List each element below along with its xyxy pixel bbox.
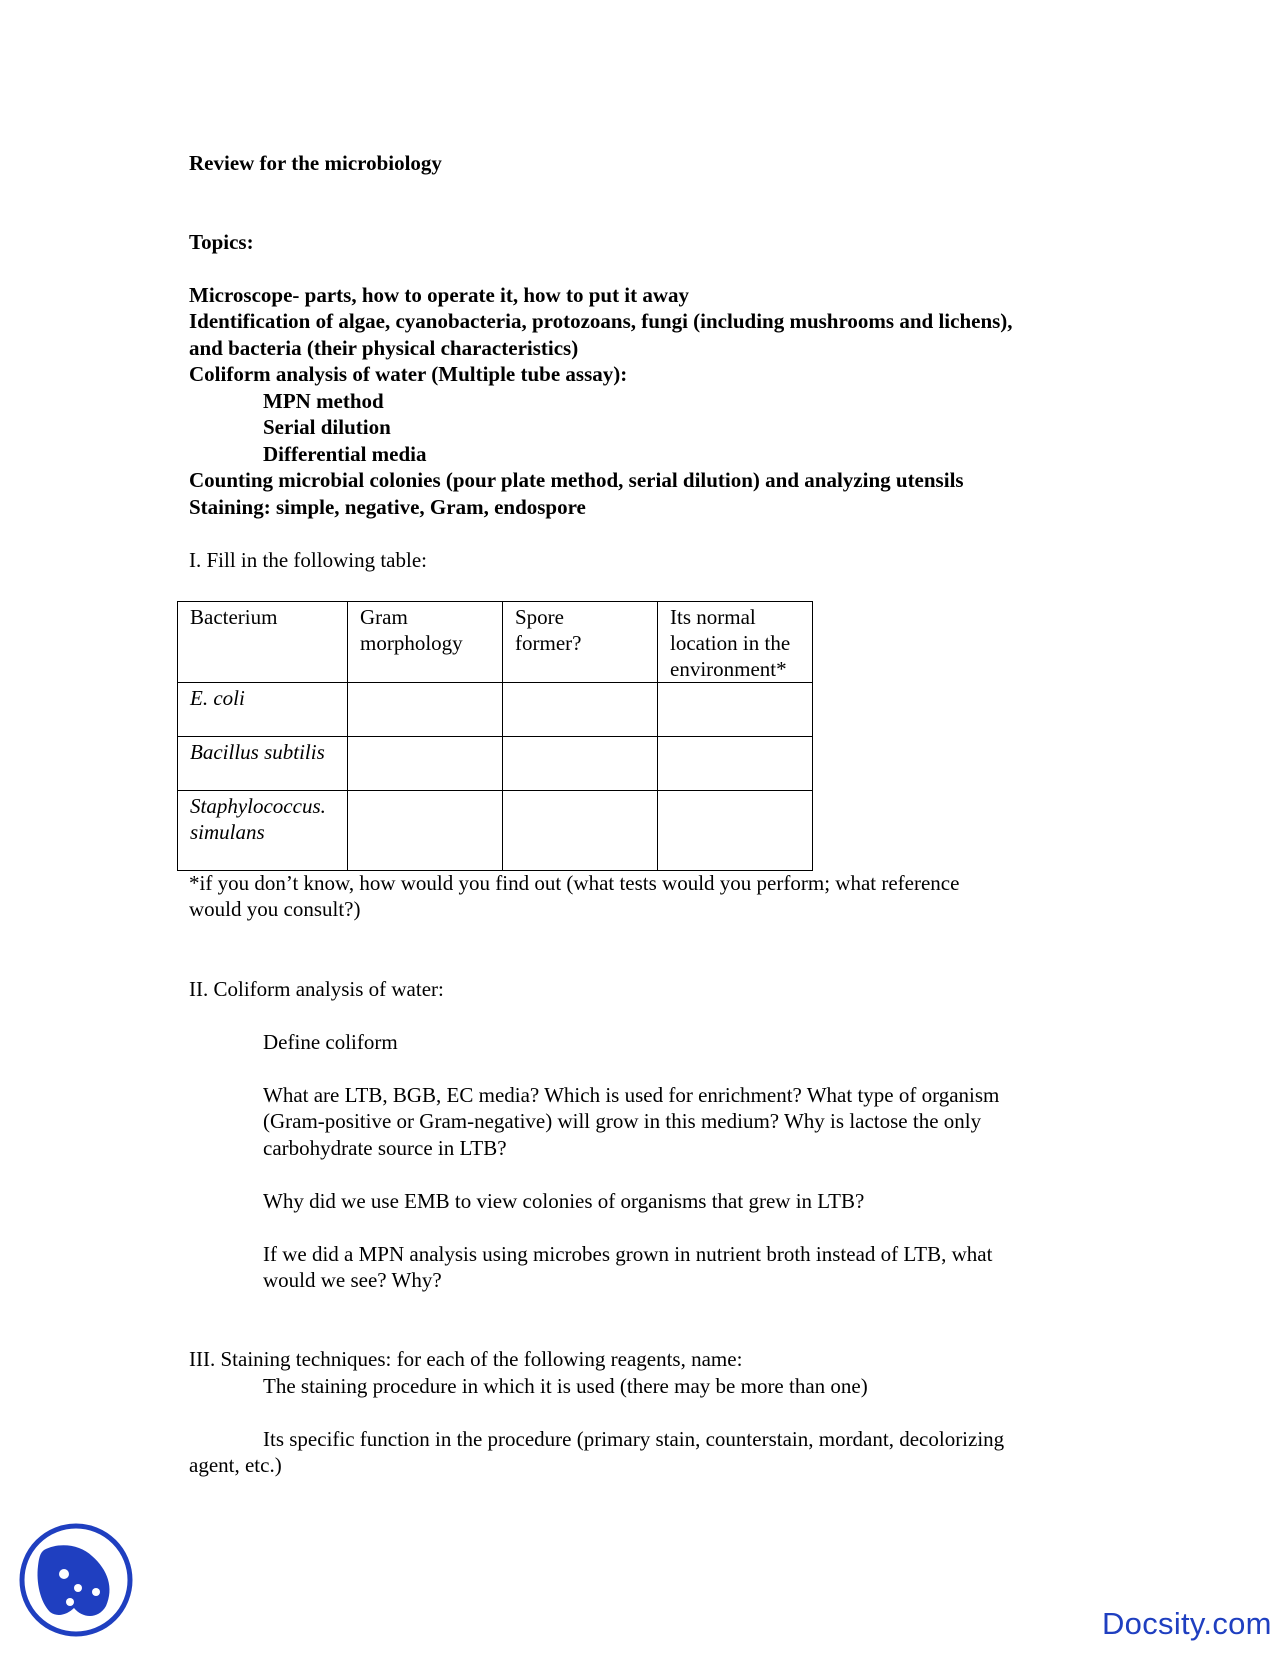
answer-cell: [658, 791, 813, 871]
table-row: [178, 683, 813, 737]
topic-subitem: Differential media: [263, 442, 427, 466]
topic-item: Identification of algae, cyanobacteria, protozoans, fungi (including mushrooms and lichens),: [189, 309, 1013, 333]
header-gram-morphology: Gram morphology: [348, 602, 503, 683]
question-text: What are LTB, BGB, EC media? Which is used for enrichment? What type of organism: [263, 1083, 1000, 1107]
docsity-logo-icon[interactable]: [18, 1522, 134, 1638]
question-text: would we see? Why?: [263, 1268, 442, 1292]
header-normal-location: Its normal location in the environment*: [658, 602, 813, 683]
section-3-line: The staining procedure in which it is used (there may be more than one): [263, 1374, 868, 1398]
bacterium-name: Staphylococcus. simulans: [178, 791, 348, 871]
answer-cell: [348, 791, 503, 871]
table-header-row: [178, 602, 813, 683]
answer-cell: [503, 737, 658, 791]
topic-item: Counting microbial colonies (pour plate method, serial dilution) and analyzing utensils: [189, 468, 964, 492]
section-3-heading: III. Staining techniques: for each of the following reagents, name:: [189, 1347, 743, 1371]
question-text: Define coliform: [263, 1030, 398, 1054]
docsity-brand-link[interactable]: Docsity.com: [1102, 1606, 1272, 1641]
answer-cell: [658, 737, 813, 791]
topics-heading: Topics:: [189, 230, 254, 254]
topic-item: Microscope- parts, how to operate it, how to put it away: [189, 283, 690, 307]
answer-cell: [348, 683, 503, 737]
question-text: If we did a MPN analysis using microbes grown in nutrient broth instead of LTB, what: [263, 1242, 993, 1266]
question-text: carbohydrate source in LTB?: [263, 1136, 507, 1160]
section-3-line: Its specific function in the procedure (primary stain, counterstain, mordant, decolorizing: [263, 1427, 1005, 1451]
answer-cell: [503, 683, 658, 737]
topic-item: Staining: simple, negative, Gram, endospore: [189, 495, 586, 519]
table-row: [178, 737, 813, 791]
header-spore-former: Spore former?: [503, 602, 658, 683]
document-title: Review for the microbiology: [189, 151, 442, 175]
bacterium-name: E. coli: [178, 683, 348, 737]
question-text: Why did we use EMB to view colonies of organisms that grew in LTB?: [263, 1189, 865, 1213]
topic-item: Coliform analysis of water (Multiple tube assay):: [189, 362, 628, 386]
section-2-heading: II. Coliform analysis of water:: [189, 977, 444, 1001]
bacteria-table: [177, 601, 813, 871]
table-row: [178, 791, 813, 871]
topic-subitem: Serial dilution: [263, 415, 391, 439]
table-footnote: would you consult?): [189, 897, 361, 921]
topic-item: and bacteria (their physical characteristics): [189, 336, 579, 360]
question-text: (Gram-positive or Gram-negative) will grow in this medium? Why is lactose the only: [263, 1109, 982, 1133]
section-3-line: agent, etc.): [189, 1453, 282, 1477]
answer-cell: [503, 791, 658, 871]
answer-cell: [348, 737, 503, 791]
bacterium-name: Bacillus subtilis: [178, 737, 348, 791]
section-1-heading: I. Fill in the following table:: [189, 548, 427, 572]
topic-subitem: MPN method: [263, 389, 384, 413]
header-bacterium: Bacterium: [178, 602, 348, 683]
answer-cell: [658, 683, 813, 737]
table-footnote: *if you don’t know, how would you find out (what tests would you perform; what reference: [189, 871, 960, 895]
